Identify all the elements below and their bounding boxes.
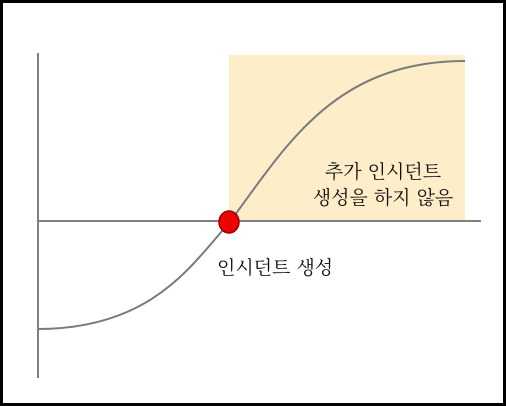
region-label-line-1: 추가 인시던트 [324,161,442,183]
incident-creation-point [219,211,239,233]
region-label-line-2: 생성을 하지 않음 [312,187,454,209]
no-additional-incident-label [293,159,473,211]
incident-creation-label: 인시던트 생성 [217,257,334,279]
